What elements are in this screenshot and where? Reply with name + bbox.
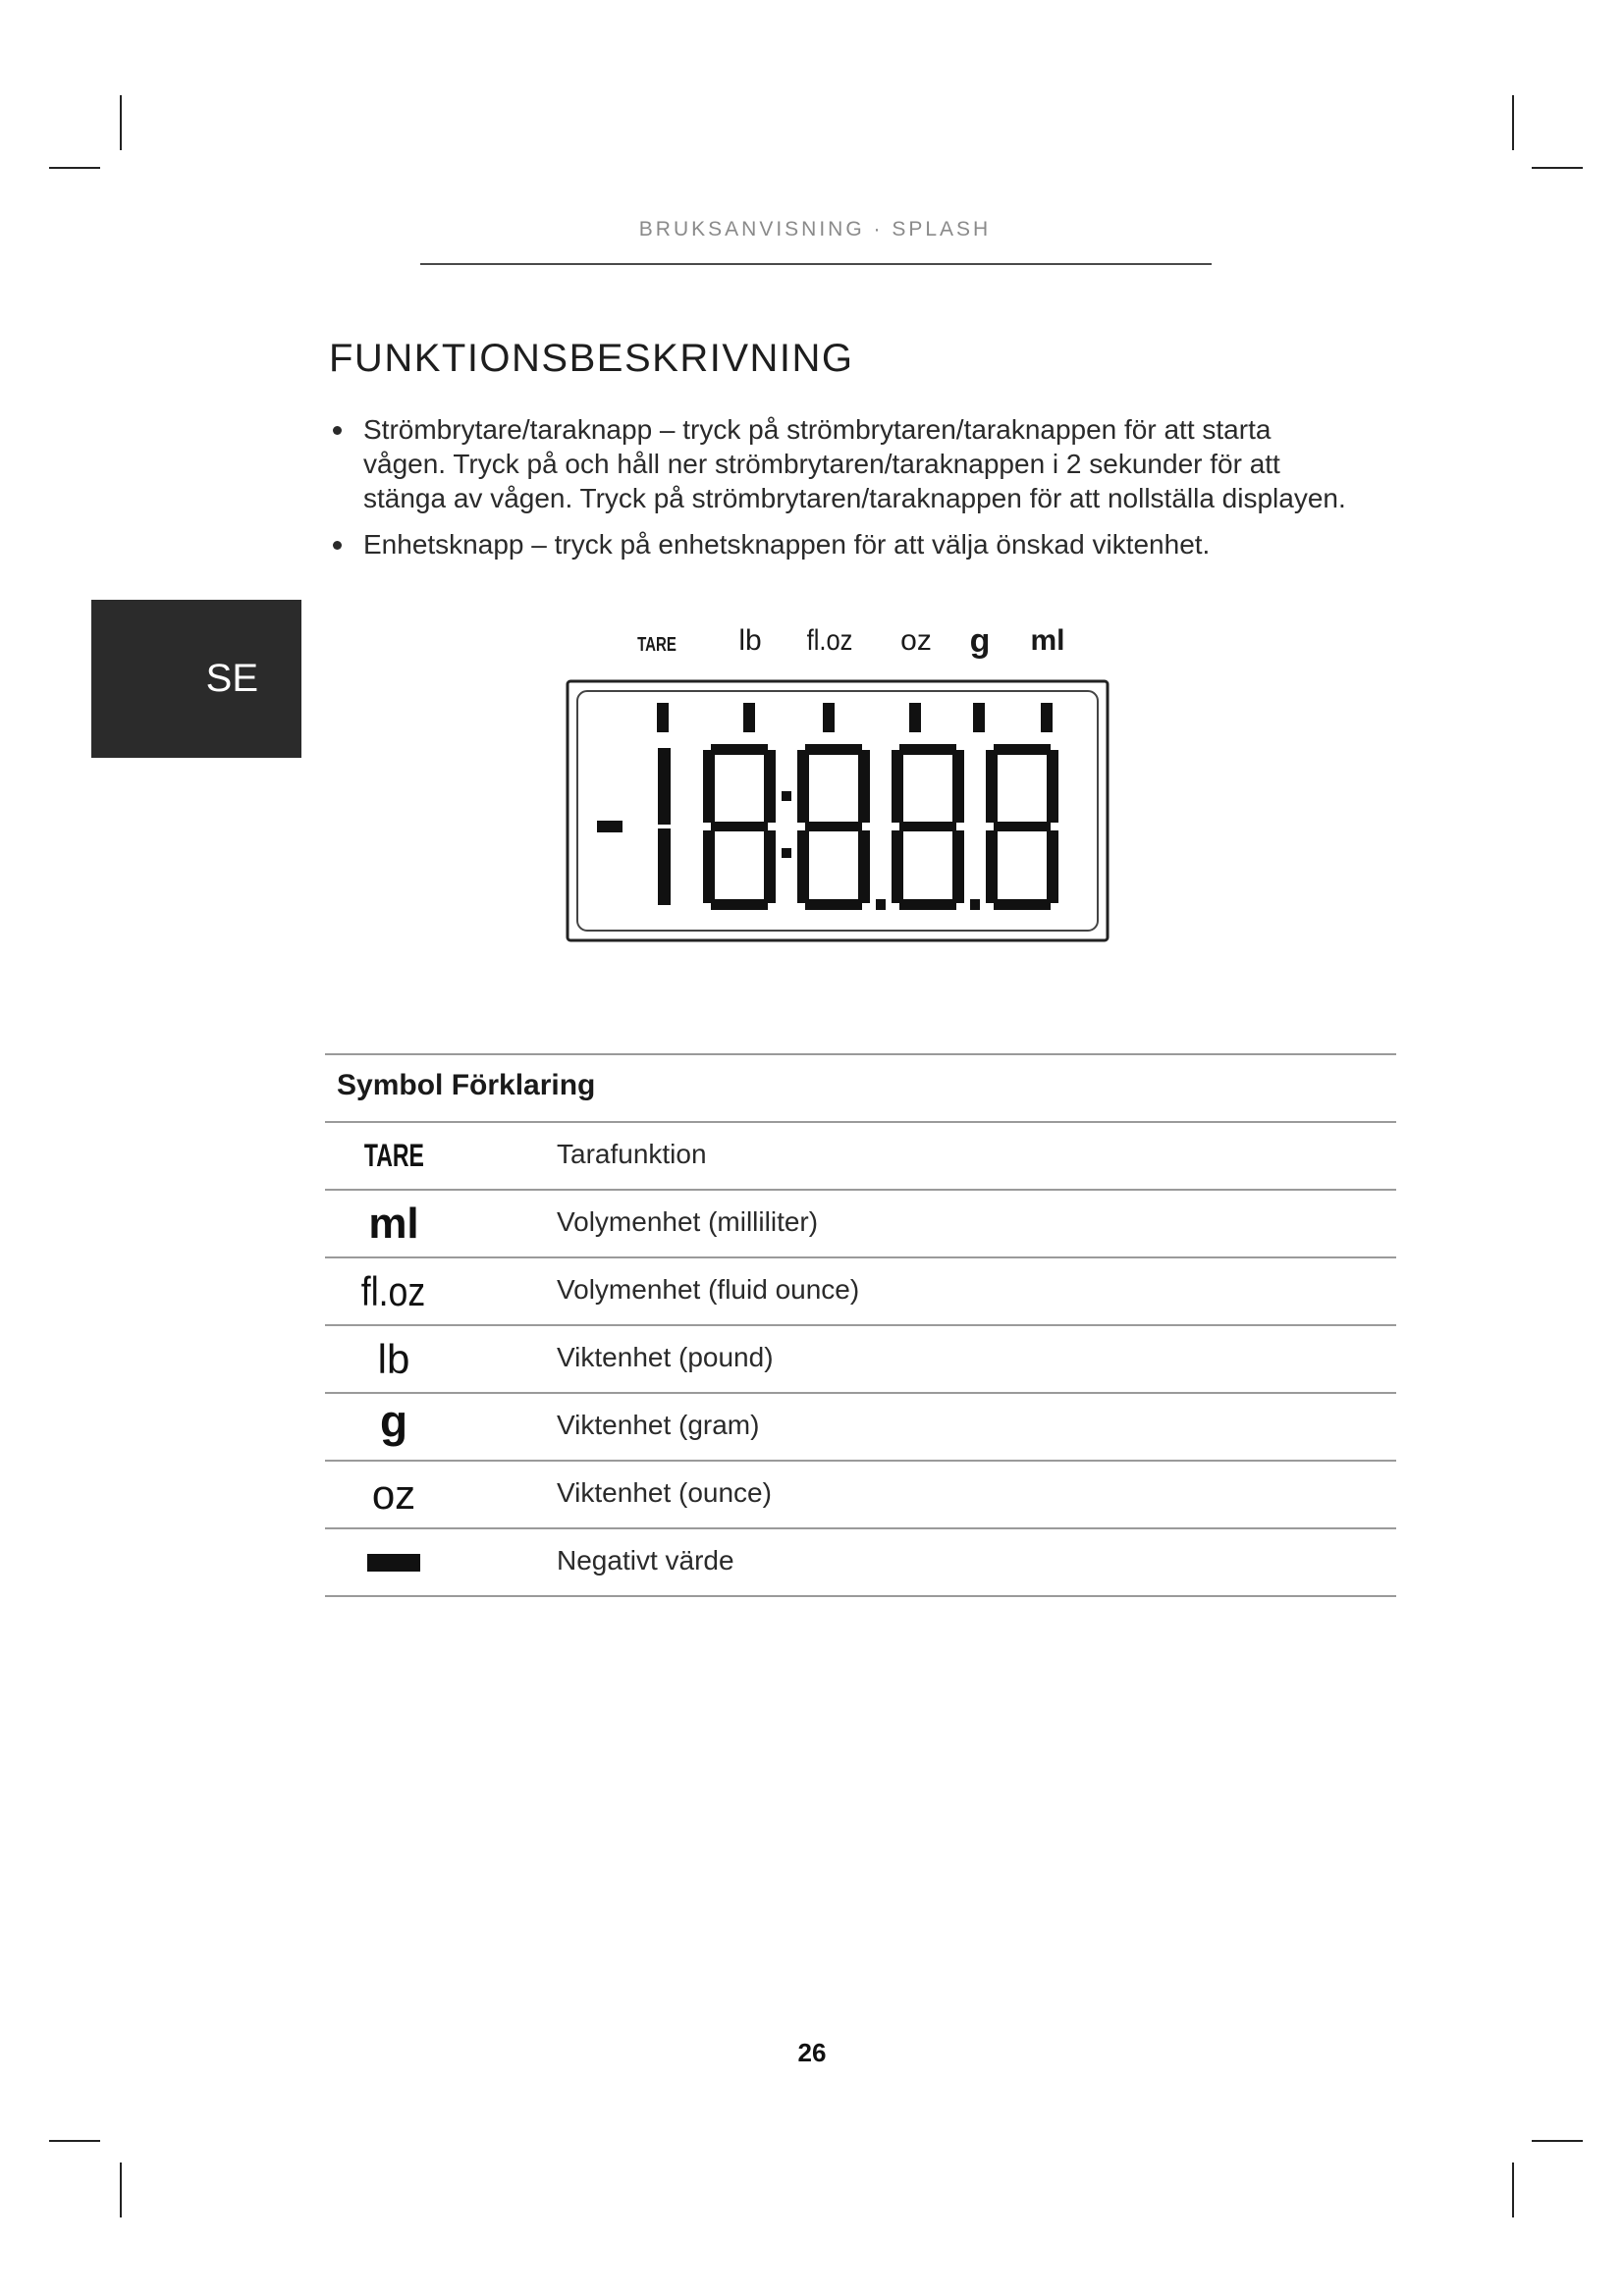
list-item: Enhetsknapp – tryck på enhetsknappen för att välja önskad viktenhet.: [329, 527, 1360, 561]
digit-segment: [703, 750, 715, 823]
digit-segment: [986, 750, 998, 823]
table-row: [325, 1324, 1396, 1392]
table-row: [325, 1527, 1396, 1597]
digit-segment: [952, 830, 964, 903]
digit-segment: [805, 822, 862, 831]
unit-label-tare: TARE: [637, 634, 677, 656]
decimal-point: [876, 899, 886, 910]
indicator-bar: [973, 703, 985, 732]
crop-mark: [49, 167, 100, 169]
digit-segment: [797, 830, 809, 903]
table-row: [325, 1392, 1396, 1460]
digit-segment: [658, 828, 671, 905]
crop-mark: [1512, 95, 1514, 150]
indicator-bar: [823, 703, 835, 732]
floz-icon: [325, 1258, 462, 1324]
symbol-text: ml: [368, 1199, 419, 1248]
tare-icon: [325, 1123, 462, 1189]
digit-segment: [858, 750, 870, 823]
digit-segment: [805, 744, 862, 755]
lcd-display: [566, 679, 1110, 942]
digit-segment: [892, 750, 903, 823]
colon-dot: [782, 848, 791, 858]
digit-segment: [711, 899, 768, 910]
symbol-text: lb: [377, 1335, 410, 1382]
table-row: [325, 1460, 1396, 1527]
lb-icon: [325, 1326, 462, 1392]
feature-list: [329, 412, 1360, 573]
indicator-bar: [1041, 703, 1053, 732]
table-row: [325, 1189, 1396, 1256]
table-row: [325, 1256, 1396, 1324]
symbol-description: Viktenhet (gram): [557, 1410, 760, 1440]
symbol-description: Volymenhet (milliliter): [557, 1206, 819, 1237]
minus-segment: [597, 821, 623, 832]
list-item: Strömbrytare/taraknapp – tryck på strömbrytaren/taraknappen för att starta vågen. Tryck på och håll ner strömbrytaren/taraknappen i 2 sekunder för att stänga av vågen. Tryck på strömbrytaren/taraknappen för att nollställa displayen.: [329, 412, 1360, 515]
crop-mark: [120, 95, 122, 150]
crop-mark: [1512, 2163, 1514, 2217]
negative-bar-icon: [325, 1529, 462, 1595]
symbol-description: Volymenhet (fluid ounce): [557, 1274, 860, 1305]
digit-segment: [994, 899, 1051, 910]
digit-segment: [797, 750, 809, 823]
ml-icon: [325, 1191, 462, 1256]
section-title: FUNKTIONSBESKRIVNING: [329, 337, 854, 380]
crop-mark: [1532, 2140, 1583, 2142]
crop-mark: [120, 2163, 122, 2217]
unit-label-ml: ml: [1030, 624, 1065, 657]
digit-segment: [1047, 750, 1058, 823]
digit-segment: [899, 822, 956, 831]
symbol-description: Tarafunktion: [557, 1139, 707, 1169]
table-header-row: [325, 1053, 1396, 1121]
indicator-bar: [909, 703, 921, 732]
digit-segment: [711, 744, 768, 755]
digit-segment: [858, 830, 870, 903]
digit-segment: [764, 830, 776, 903]
decimal-point: [970, 899, 980, 910]
symbol-text: oz: [371, 1470, 416, 1518]
unit-label-oz: oz: [900, 624, 932, 657]
language-tab-label: SE: [205, 657, 258, 700]
oz-icon: [325, 1462, 462, 1527]
symbol-text: TARE: [363, 1138, 424, 1173]
header-rule: [420, 263, 1212, 265]
digit-segment: [899, 899, 956, 910]
digit-segment: [986, 830, 998, 903]
crop-mark: [1532, 167, 1583, 169]
symbol-table: [325, 1053, 1396, 1597]
digit-segment: [805, 899, 862, 910]
indicator-bar: [743, 703, 755, 732]
digit-segment: [952, 750, 964, 823]
table-row: [325, 1121, 1396, 1189]
digit-segment: [994, 822, 1051, 831]
page-number: 26: [797, 2038, 827, 2067]
symbol-description: Negativt värde: [557, 1545, 734, 1575]
colon-dot: [782, 791, 791, 801]
table-header: Symbol Förklaring: [337, 1069, 596, 1101]
digit-segment: [658, 748, 671, 825]
negative-bar-shape: [367, 1554, 420, 1572]
g-icon: [325, 1394, 462, 1460]
unit-label-g: g: [969, 622, 991, 660]
digit-segment: [892, 830, 903, 903]
digit-segment: [994, 744, 1051, 755]
symbol-description: Viktenhet (ounce): [557, 1477, 772, 1508]
symbol-description: Viktenhet (pound): [557, 1342, 774, 1372]
unit-label-floz: fl.oz: [806, 624, 853, 657]
display-unit-labels: [0, 624, 1624, 664]
digit-segment: [1047, 830, 1058, 903]
digit-segment: [764, 750, 776, 823]
indicator-bar: [657, 703, 669, 732]
symbol-text: fl.oz: [361, 1267, 426, 1314]
digit-segment: [899, 744, 956, 755]
symbol-text: g: [379, 1395, 408, 1447]
digit-segment: [703, 830, 715, 903]
digit-segment: [711, 822, 768, 831]
running-header: BRUKSANVISNING · SPLASH: [638, 218, 992, 240]
unit-label-lb: lb: [738, 624, 762, 657]
crop-mark: [49, 2140, 100, 2142]
